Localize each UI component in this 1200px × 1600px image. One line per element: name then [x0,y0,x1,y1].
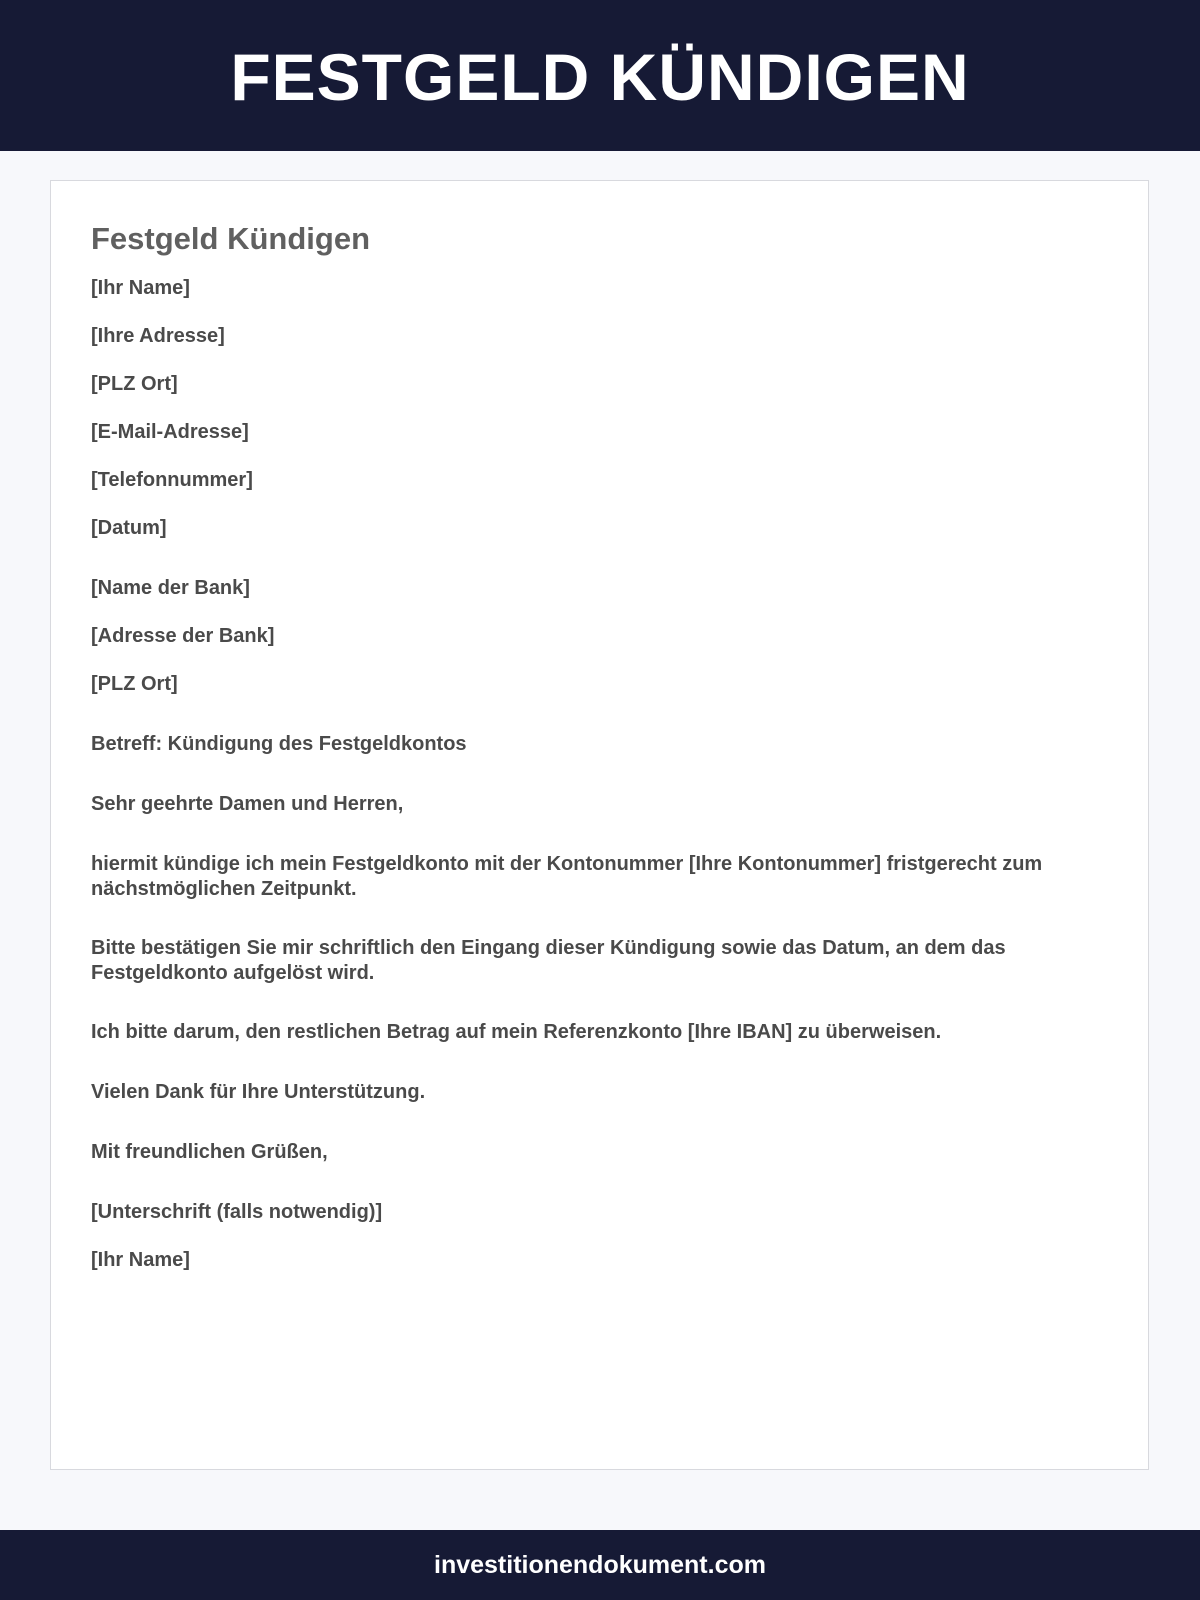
header-banner [0,0,1200,151]
recipient-bank-address: [Adresse der Bank] [91,625,275,647]
signature-placeholder: [Unterschrift (falls notwendig)] [91,1201,383,1223]
header-title: FESTGELD KÜNDIGEN [230,39,970,114]
sender-city: [PLZ Ort] [91,373,178,395]
paragraph-termination: hiermit kündige ich mein Festgeldkonto mit der Kontonummer [Ihre Kontonummer] fristgerecht zum nächstmöglichen Zeitpunkt. [91,853,1043,900]
paragraph-transfer: Ich bitte darum, den restlichen Betrag auf mein Referenzkonto [Ihre IBAN] zu überweisen. [91,1021,942,1043]
sender-address: [Ihre Adresse] [91,325,225,347]
sender-email: [E-Mail-Adresse] [91,421,249,443]
recipient-city: [PLZ Ort] [91,673,178,695]
footer-banner [0,1530,1200,1600]
recipient-bank-name: [Name der Bank] [91,577,250,599]
signature-name: [Ihr Name] [91,1249,190,1271]
subject-line: Betreff: Kündigung des Festgeldkontos [91,733,467,755]
salutation: Sehr geehrte Damen und Herren, [91,793,404,815]
sender-phone: [Telefonnummer] [91,469,253,491]
sender-name: [Ihr Name] [91,277,190,299]
paragraph-confirmation: Bitte bestätigen Sie mir schriftlich den Eingang dieser Kündigung sowie das Datum, an dem das Festgeldkonto aufgelöst wird. [91,937,1006,984]
closing: Mit freundlichen Grüßen, [91,1141,328,1163]
document-paper [50,180,1149,1470]
letter-date: [Datum] [91,517,167,539]
document-title: Festgeld Kündigen [91,221,370,256]
footer-website: investitionendokument.com [434,1550,766,1579]
paragraph-thanks: Vielen Dank für Ihre Unterstützung. [91,1081,426,1103]
